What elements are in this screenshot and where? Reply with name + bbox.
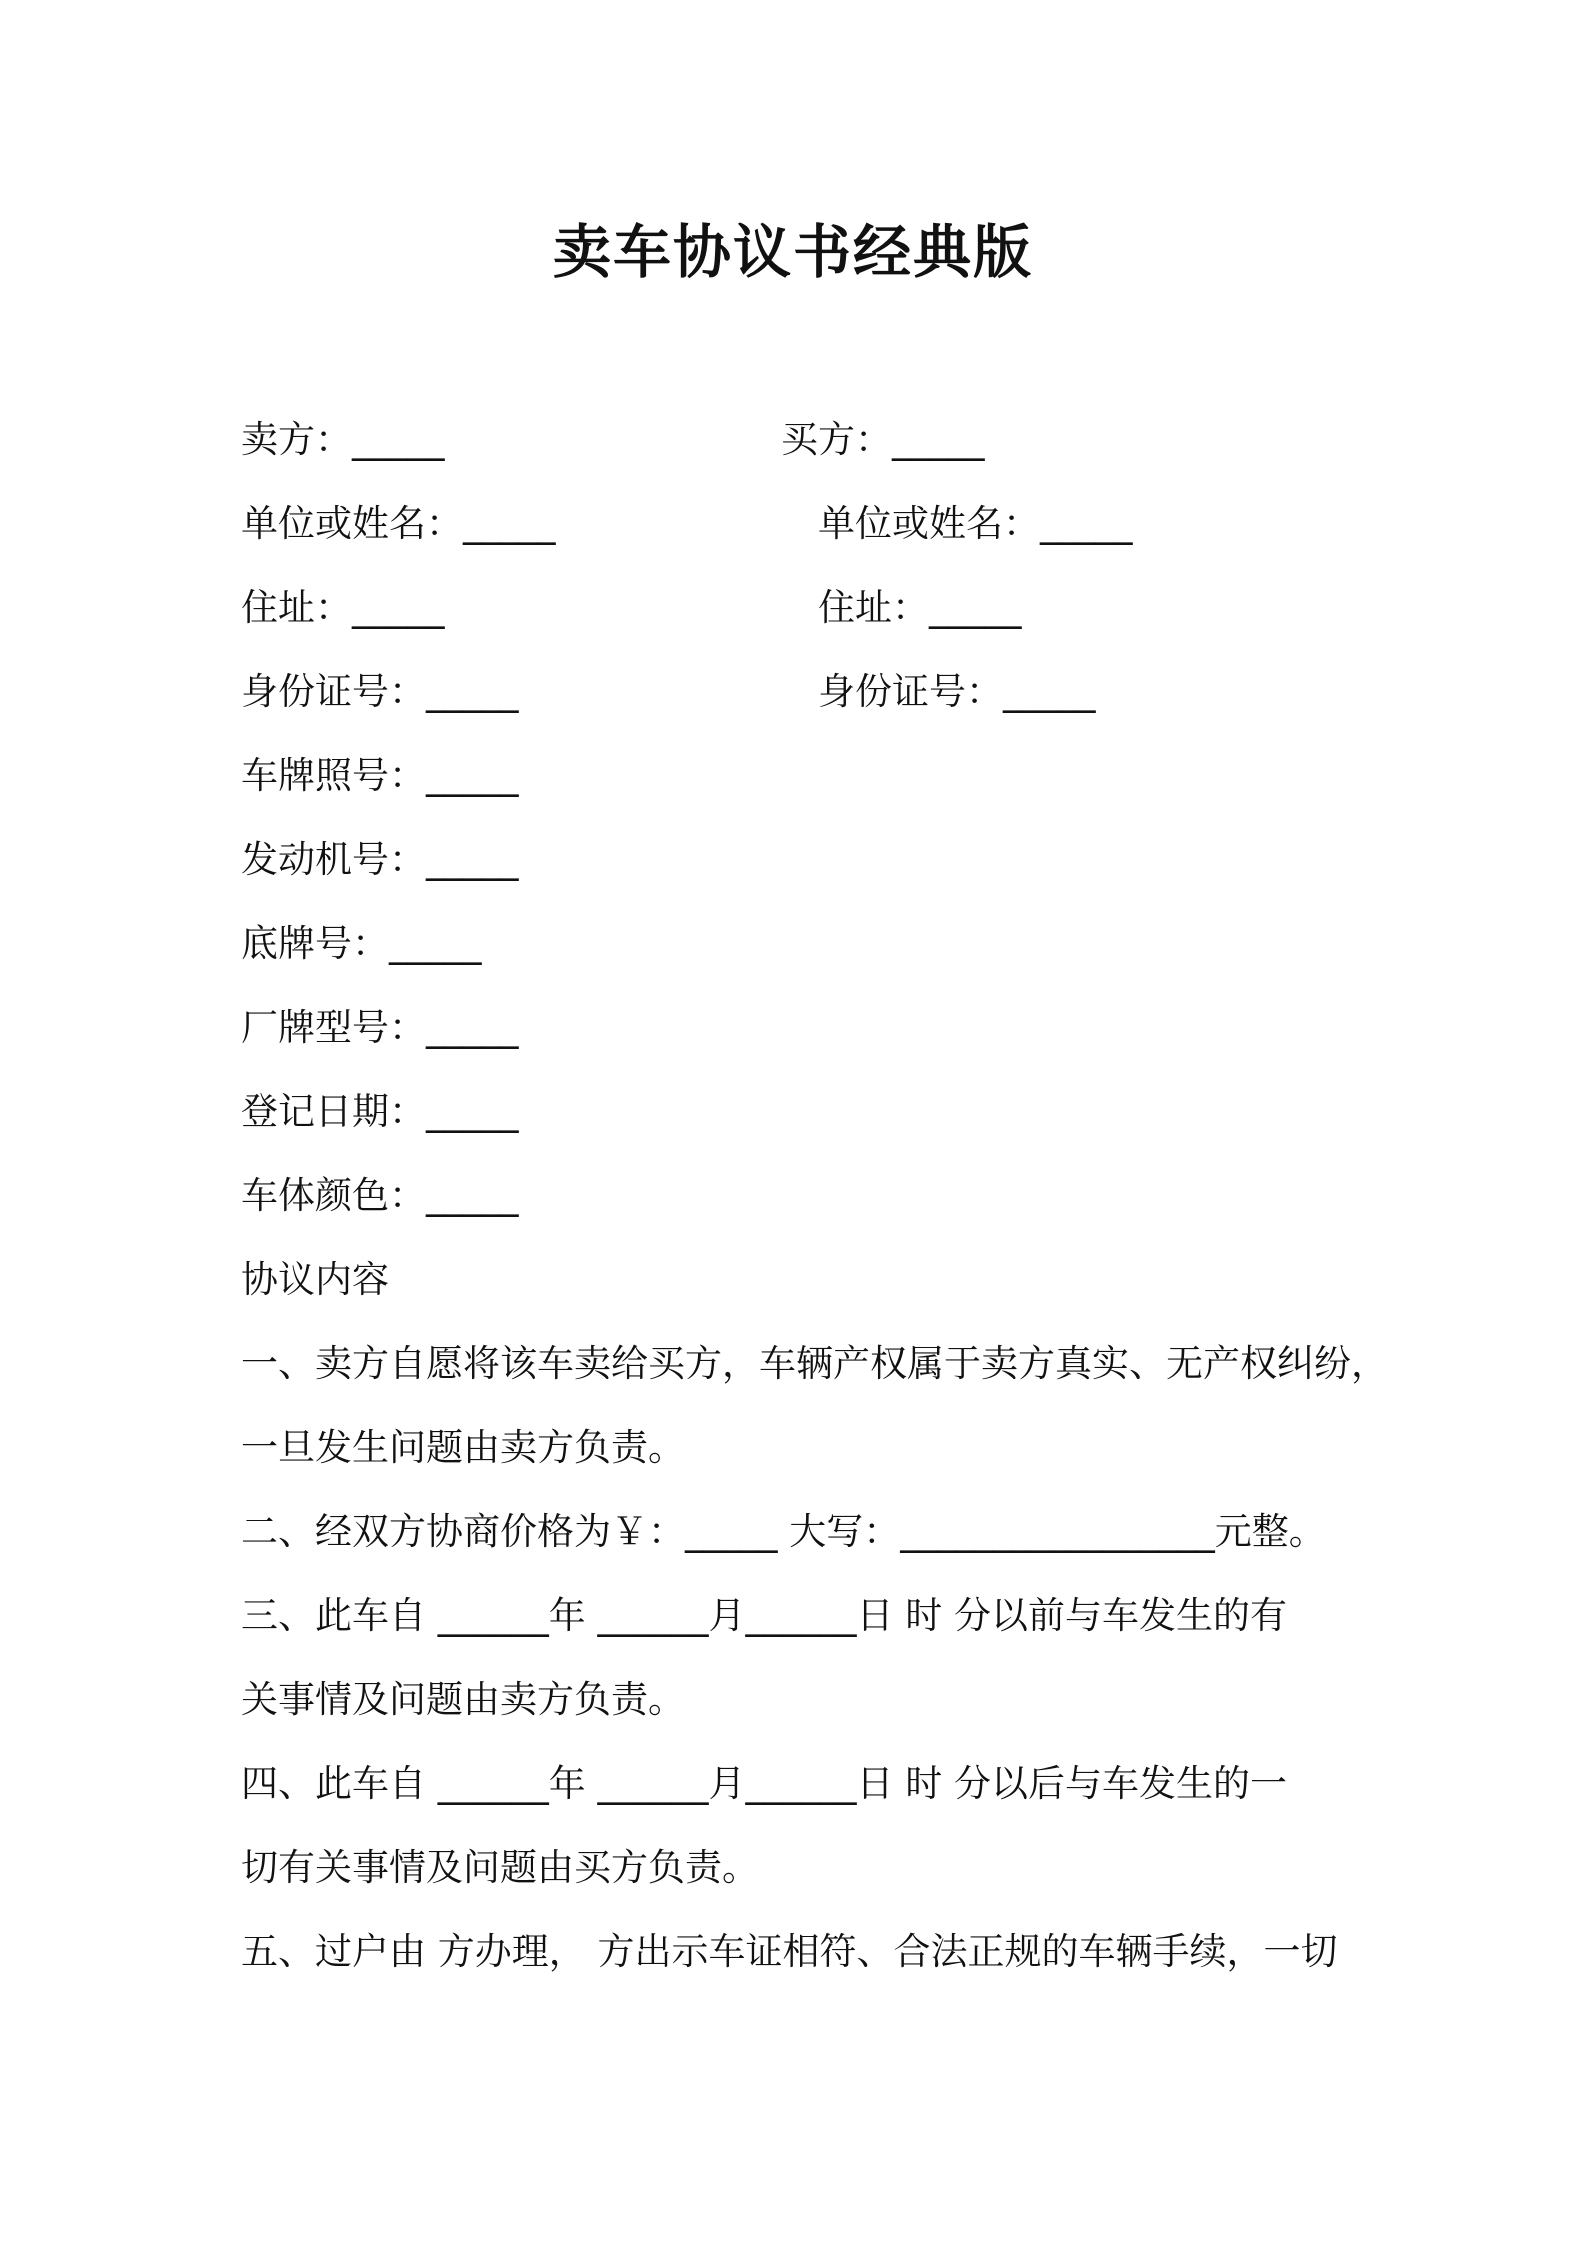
vehicle-model: 厂牌型号：_____ xyxy=(241,1006,519,1049)
buyer-name: 单位或姓名：_____ xyxy=(818,502,1133,545)
vehicle-engine: 发动机号：_____ xyxy=(241,838,519,881)
seller-id-number: 身份证号：_____ xyxy=(241,670,519,713)
vehicle-plate: 车牌照号：_____ xyxy=(241,754,519,797)
clause-line: 一、卖方自愿将该车卖给买方，车辆产权属于卖方真实、无产权纠纷， xyxy=(241,1342,1388,1385)
buyer-id-number: 身份证号：_____ xyxy=(818,670,1096,713)
clause-line: 关事情及问题由卖方负责。 xyxy=(241,1678,685,1721)
clause-line: 切有关事情及问题由买方负责。 xyxy=(241,1846,759,1889)
clause-line: 五、过户由 方办理， 方出示车证相符、合法正规的车辆手续，一切 xyxy=(241,1930,1338,1973)
seller-address: 住址：_____ xyxy=(241,586,445,629)
clause-line: 四、此车自 ______年 ______月______日 时 分以后与车发生的一 xyxy=(241,1762,1288,1805)
seller-party: 卖方：_____ xyxy=(241,418,445,461)
clause-line: 二、经双方协商价格为￥：_____ 大写：_________________元整。 xyxy=(241,1510,1326,1553)
seller-name: 单位或姓名：_____ xyxy=(241,502,556,545)
section-heading: 协议内容 xyxy=(241,1258,389,1301)
vehicle-reg-date: 登记日期：_____ xyxy=(241,1090,519,1133)
vehicle-chassis: 底牌号：_____ xyxy=(241,922,482,965)
document-title: 卖车协议书经典版 xyxy=(552,218,1033,286)
buyer-party: 买方：_____ xyxy=(781,418,985,461)
clause-line: 一旦发生问题由卖方负责。 xyxy=(241,1426,685,1469)
clause-line: 三、此车自 ______年 ______月______日 时 分以前与车发生的有 xyxy=(241,1594,1288,1637)
vehicle-color: 车体颜色：_____ xyxy=(241,1174,519,1217)
buyer-address: 住址：_____ xyxy=(818,586,1022,629)
